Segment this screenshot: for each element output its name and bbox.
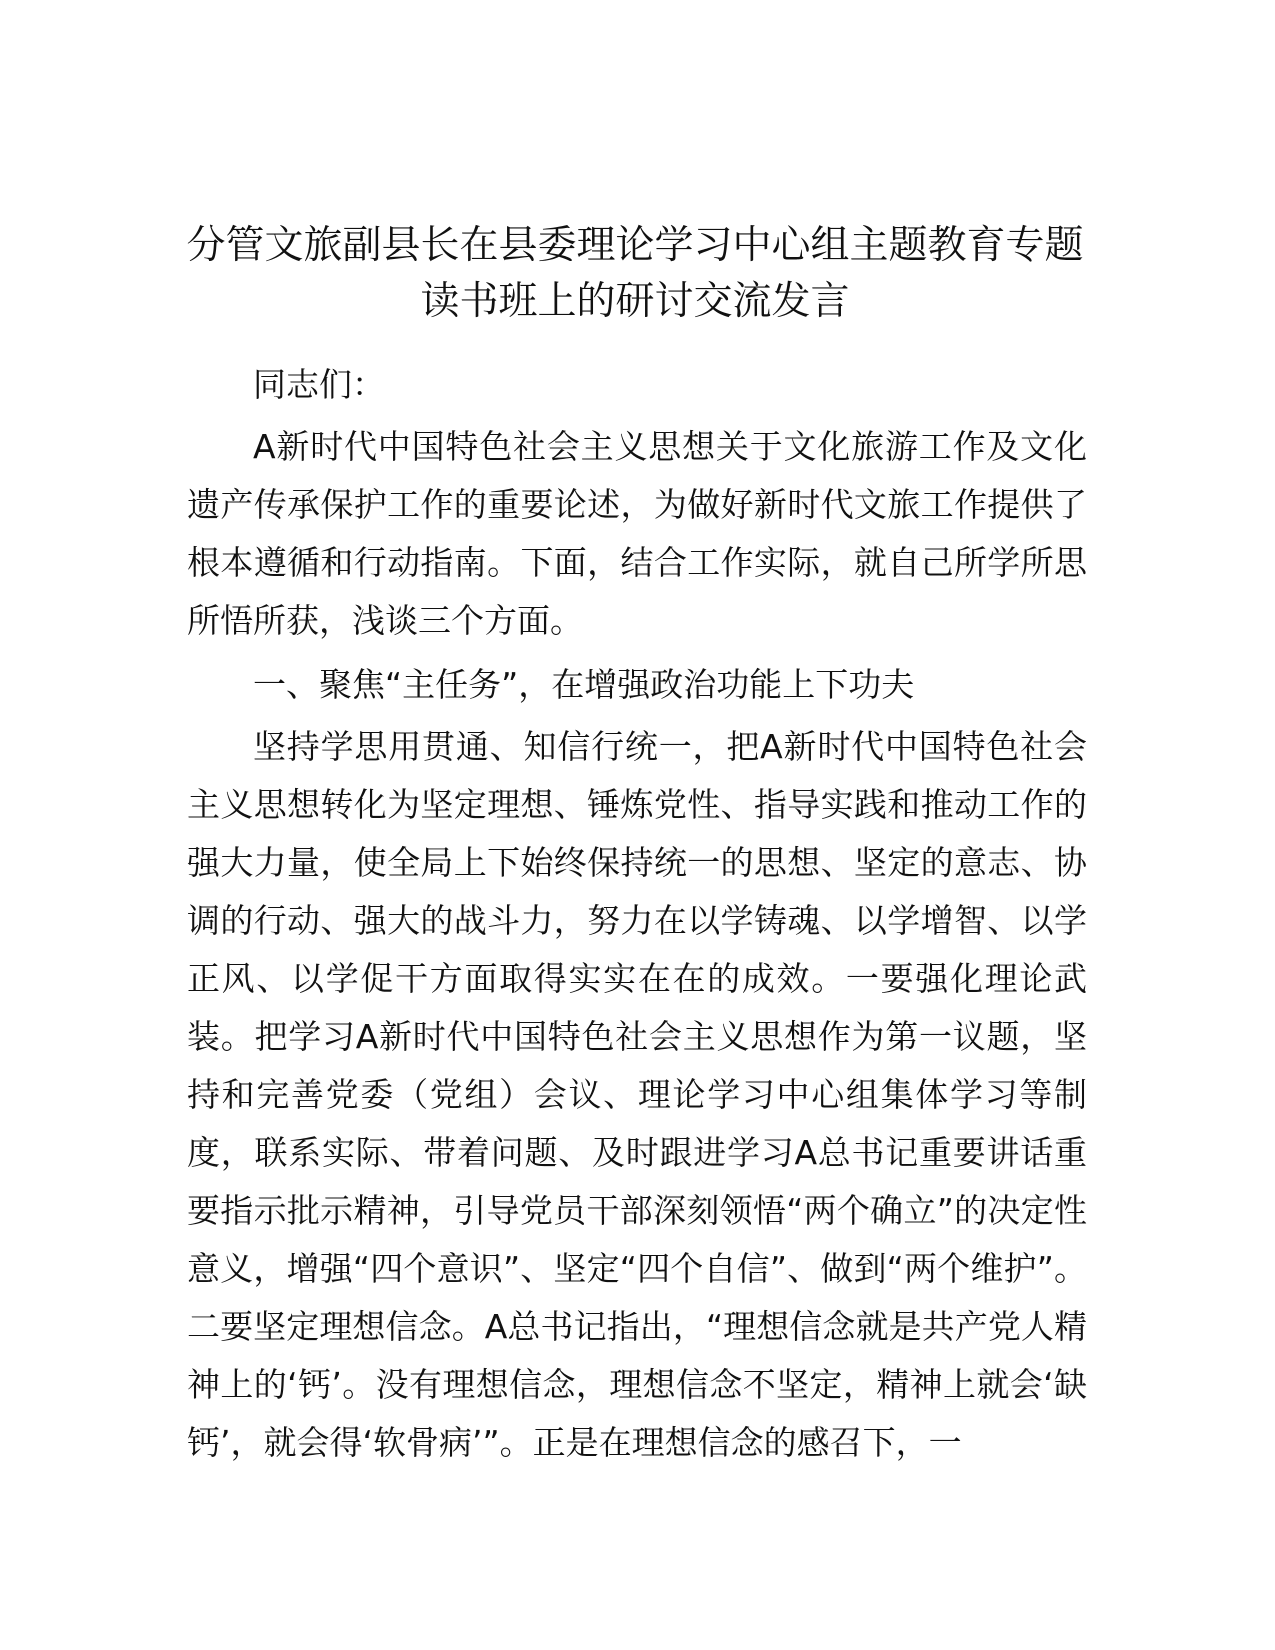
section-heading-1: 一、聚焦“主任务”，在增强政治功能上下功夫 bbox=[253, 665, 915, 704]
section-1-paragraph: 坚持学思用贯通、知信行统一，把A新时代中国特色社会主义思想转化为坚定理想、锤炼党性、指导实践和推动工作的强大力量，使全局上下始终保持统一的思想、坚定的意志、协调的行动、强大的战斗力，努力在以学铸魂、以学增智、以学正风、以学促干方面取得实实在在的成效。一要强化理论武装。把学习A新时代中国特色社会主义思想作为第一议题，坚持和完善党委（党组）会议、理论学习中心组集体学习等制度，联系实际、带着问题、及时跟进学习A总书记重要讲话重要指示批示精神，引导党员干部深刻领悟“两个确立”的决定性意义，增强“四个意识”、坚定“四个自信”、做到“两个维护”。二要坚定理想信念。A总书记指出，“理想信念就是共产党人精神上的‘钙’。没有理想信念，理想信念不坚定，精神上就会‘缺钙’，就会得‘软骨病’”。正是在理想信念的感召下，一 bbox=[187, 727, 1087, 1462]
document-body bbox=[187, 356, 1087, 1478]
document-title: 分管文旅副县长在县委理论学习中心组主题教育专题读书班上的研讨交流发言 bbox=[186, 223, 1084, 324]
intro-paragraph: A新时代中国特色社会主义思想关于文化旅游工作及文化遗产传承保护工作的重要论述，为做好新时代文旅工作提供了根本遵循和行动指南。下面，结合工作实际，就自己所学所思所悟所获，浅谈三个方面。 bbox=[187, 427, 1087, 640]
greeting: 同志们： bbox=[253, 365, 385, 404]
